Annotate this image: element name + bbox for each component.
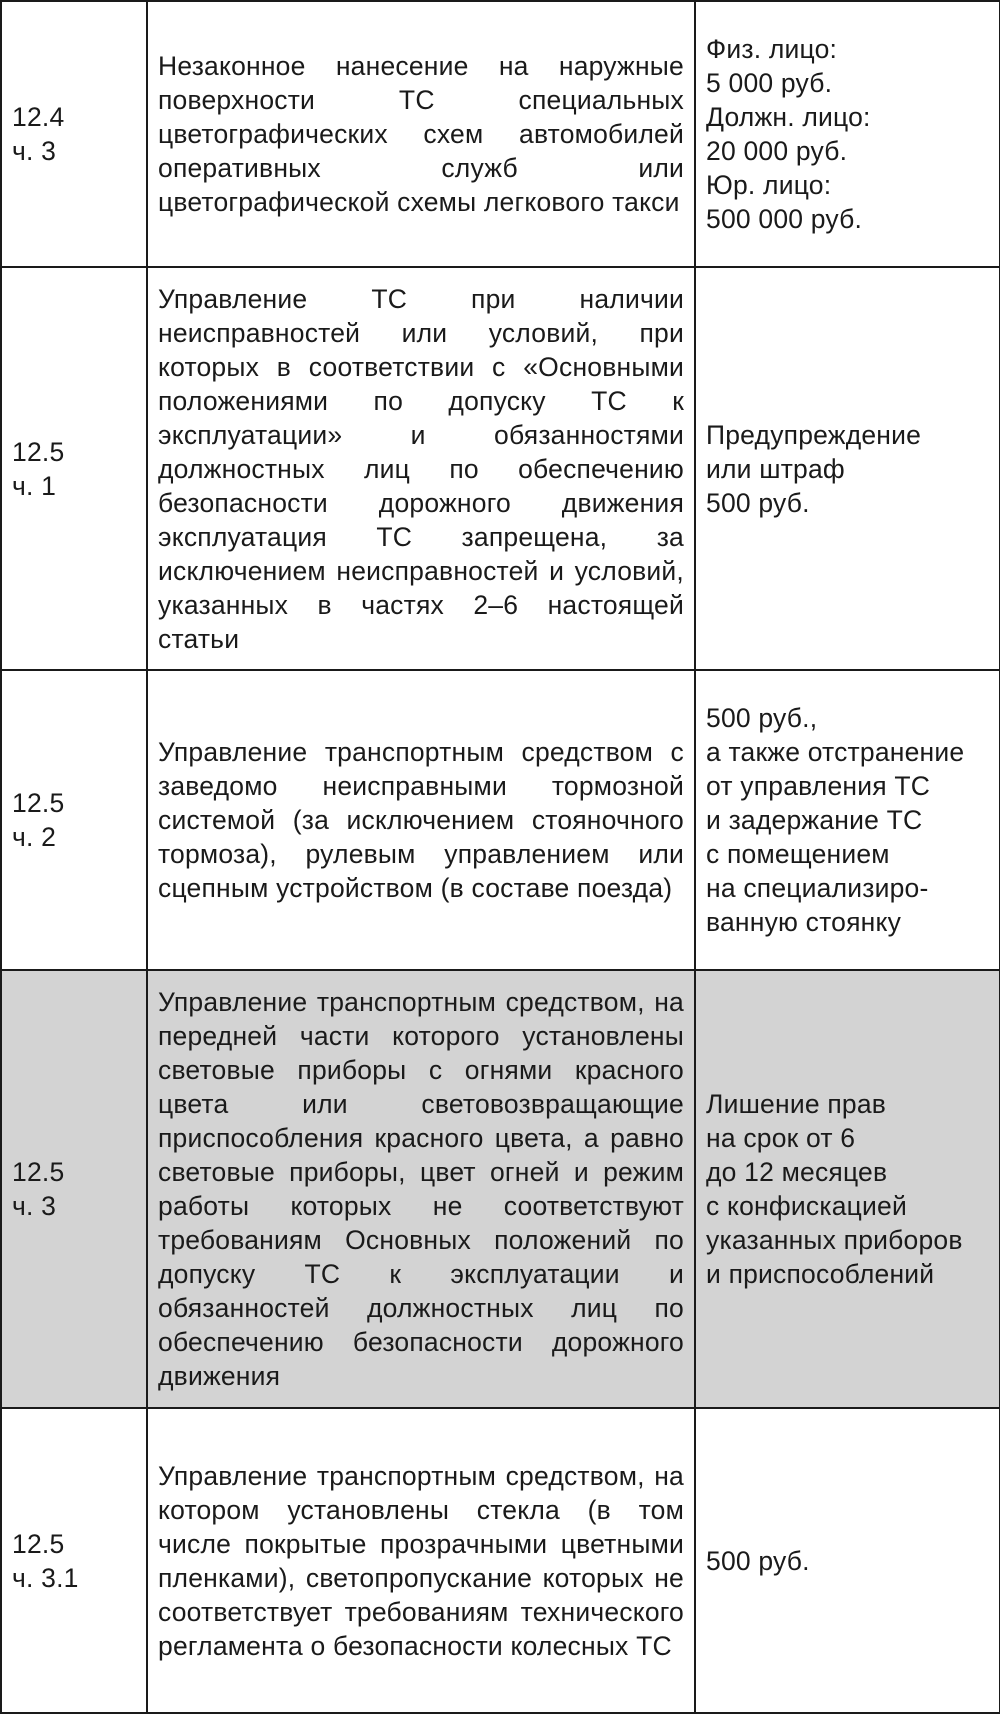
- penalty-line: 500 руб.,: [706, 703, 818, 733]
- violation-description: Управление транспортным средством, на передней части которого установлены световые приборы с огнями красного цвета или световозвращающие приспособления красного цвета, а равно световые приборы, цвет огней и режим работы которых не соответствуют требованиям Основных положений по допуску ТС к эксплуатации и обязанностей должностных лиц по обеспечению безопасности дорожного движения: [147, 970, 695, 1408]
- article-part: ч. 3.1: [12, 1562, 79, 1593]
- article-cell: [1, 1408, 147, 1713]
- penalty-cell: [695, 670, 1000, 970]
- violation-description: Незаконное нанесение на наружные поверхности ТС специальных цветографических схем автомобилей оперативных служб или цветографической схемы легкового такси: [147, 1, 695, 267]
- penalty-cell: [695, 267, 1000, 670]
- penalty-line: на срок от 6: [706, 1123, 856, 1153]
- penalty-line: 500 руб.: [706, 487, 810, 518]
- article-number: 12.4: [12, 102, 65, 132]
- article-part: ч. 3: [12, 1191, 57, 1221]
- penalty-line: или штраф: [706, 453, 845, 484]
- penalty-line: от управления ТС: [706, 771, 931, 801]
- penalty-line: ванную стоянку: [706, 907, 902, 937]
- article-number: 12.5: [12, 436, 65, 467]
- violation-description: Управление ТС при наличии неисправностей или условий, при которых в соответствии с «Основными положениями по допуску ТС к эксплуатации» и обязанностями должностных лиц по обеспечению безопасности дорожного движения эксплуатация ТС запрещена, за исключением неисправностей и условий, указанных в частях 2–6 настоящей статьи: [147, 267, 695, 670]
- article-cell: [1, 670, 147, 970]
- table-row: [1, 670, 1000, 970]
- table-row: [1, 1, 1000, 267]
- penalty-line: Лишение прав: [706, 1089, 887, 1119]
- article-number: 12.5: [12, 1157, 65, 1187]
- penalty-line: 5 000 руб.: [706, 68, 833, 98]
- penalty-line: Предупреждение: [706, 419, 922, 450]
- penalty-cell: [695, 970, 1000, 1408]
- penalty-line: с конфискацией: [706, 1191, 907, 1221]
- penalty-line: 500 руб.: [706, 1545, 810, 1576]
- penalty-line: Должн. лицо:: [706, 102, 871, 132]
- table-row: [1, 1408, 1000, 1713]
- penalty-cell: [695, 1408, 1000, 1713]
- article-part: ч. 2: [12, 822, 57, 852]
- article-cell: [1, 1, 147, 267]
- penalty-line: Физ. лицо:: [706, 34, 838, 64]
- penalty-line: до 12 месяцев: [706, 1157, 888, 1187]
- penalty-line: с помещением: [706, 839, 890, 869]
- article-part: ч. 1: [12, 470, 57, 501]
- article-cell: [1, 267, 147, 670]
- article-number: 12.5: [12, 1528, 65, 1559]
- violation-description: Управление транспортным средством с заведомо неисправными тормозной системой (за исключением стояночного тормоза), рулевым управлением или сцепным устройством (в составе поезда): [147, 670, 695, 970]
- table-row: [1, 267, 1000, 670]
- table-row-highlighted: [1, 970, 1000, 1408]
- penalty-line: и приспособлений: [706, 1259, 935, 1289]
- penalty-line: Юр. лицо:: [706, 170, 832, 200]
- violation-description: Управление транспортным средством, на котором установлены стекла (в том числе покрытые прозрачными цветными пленками), светопропускание которых не соответствует требованиям технического регламента о безопасности колесных ТС: [147, 1408, 695, 1713]
- penalty-cell: [695, 1, 1000, 267]
- article-cell: [1, 970, 147, 1408]
- article-part: ч. 3: [12, 136, 57, 166]
- article-number: 12.5: [12, 788, 65, 818]
- penalty-line: 20 000 руб.: [706, 136, 848, 166]
- penalty-line: а также отстранение: [706, 737, 965, 767]
- penalty-line: и задержание ТС: [706, 805, 923, 835]
- penalty-line: 500 000 руб.: [706, 204, 863, 234]
- penalty-line: указанных приборов: [706, 1225, 963, 1255]
- penalty-line: на специализиро-: [706, 873, 929, 903]
